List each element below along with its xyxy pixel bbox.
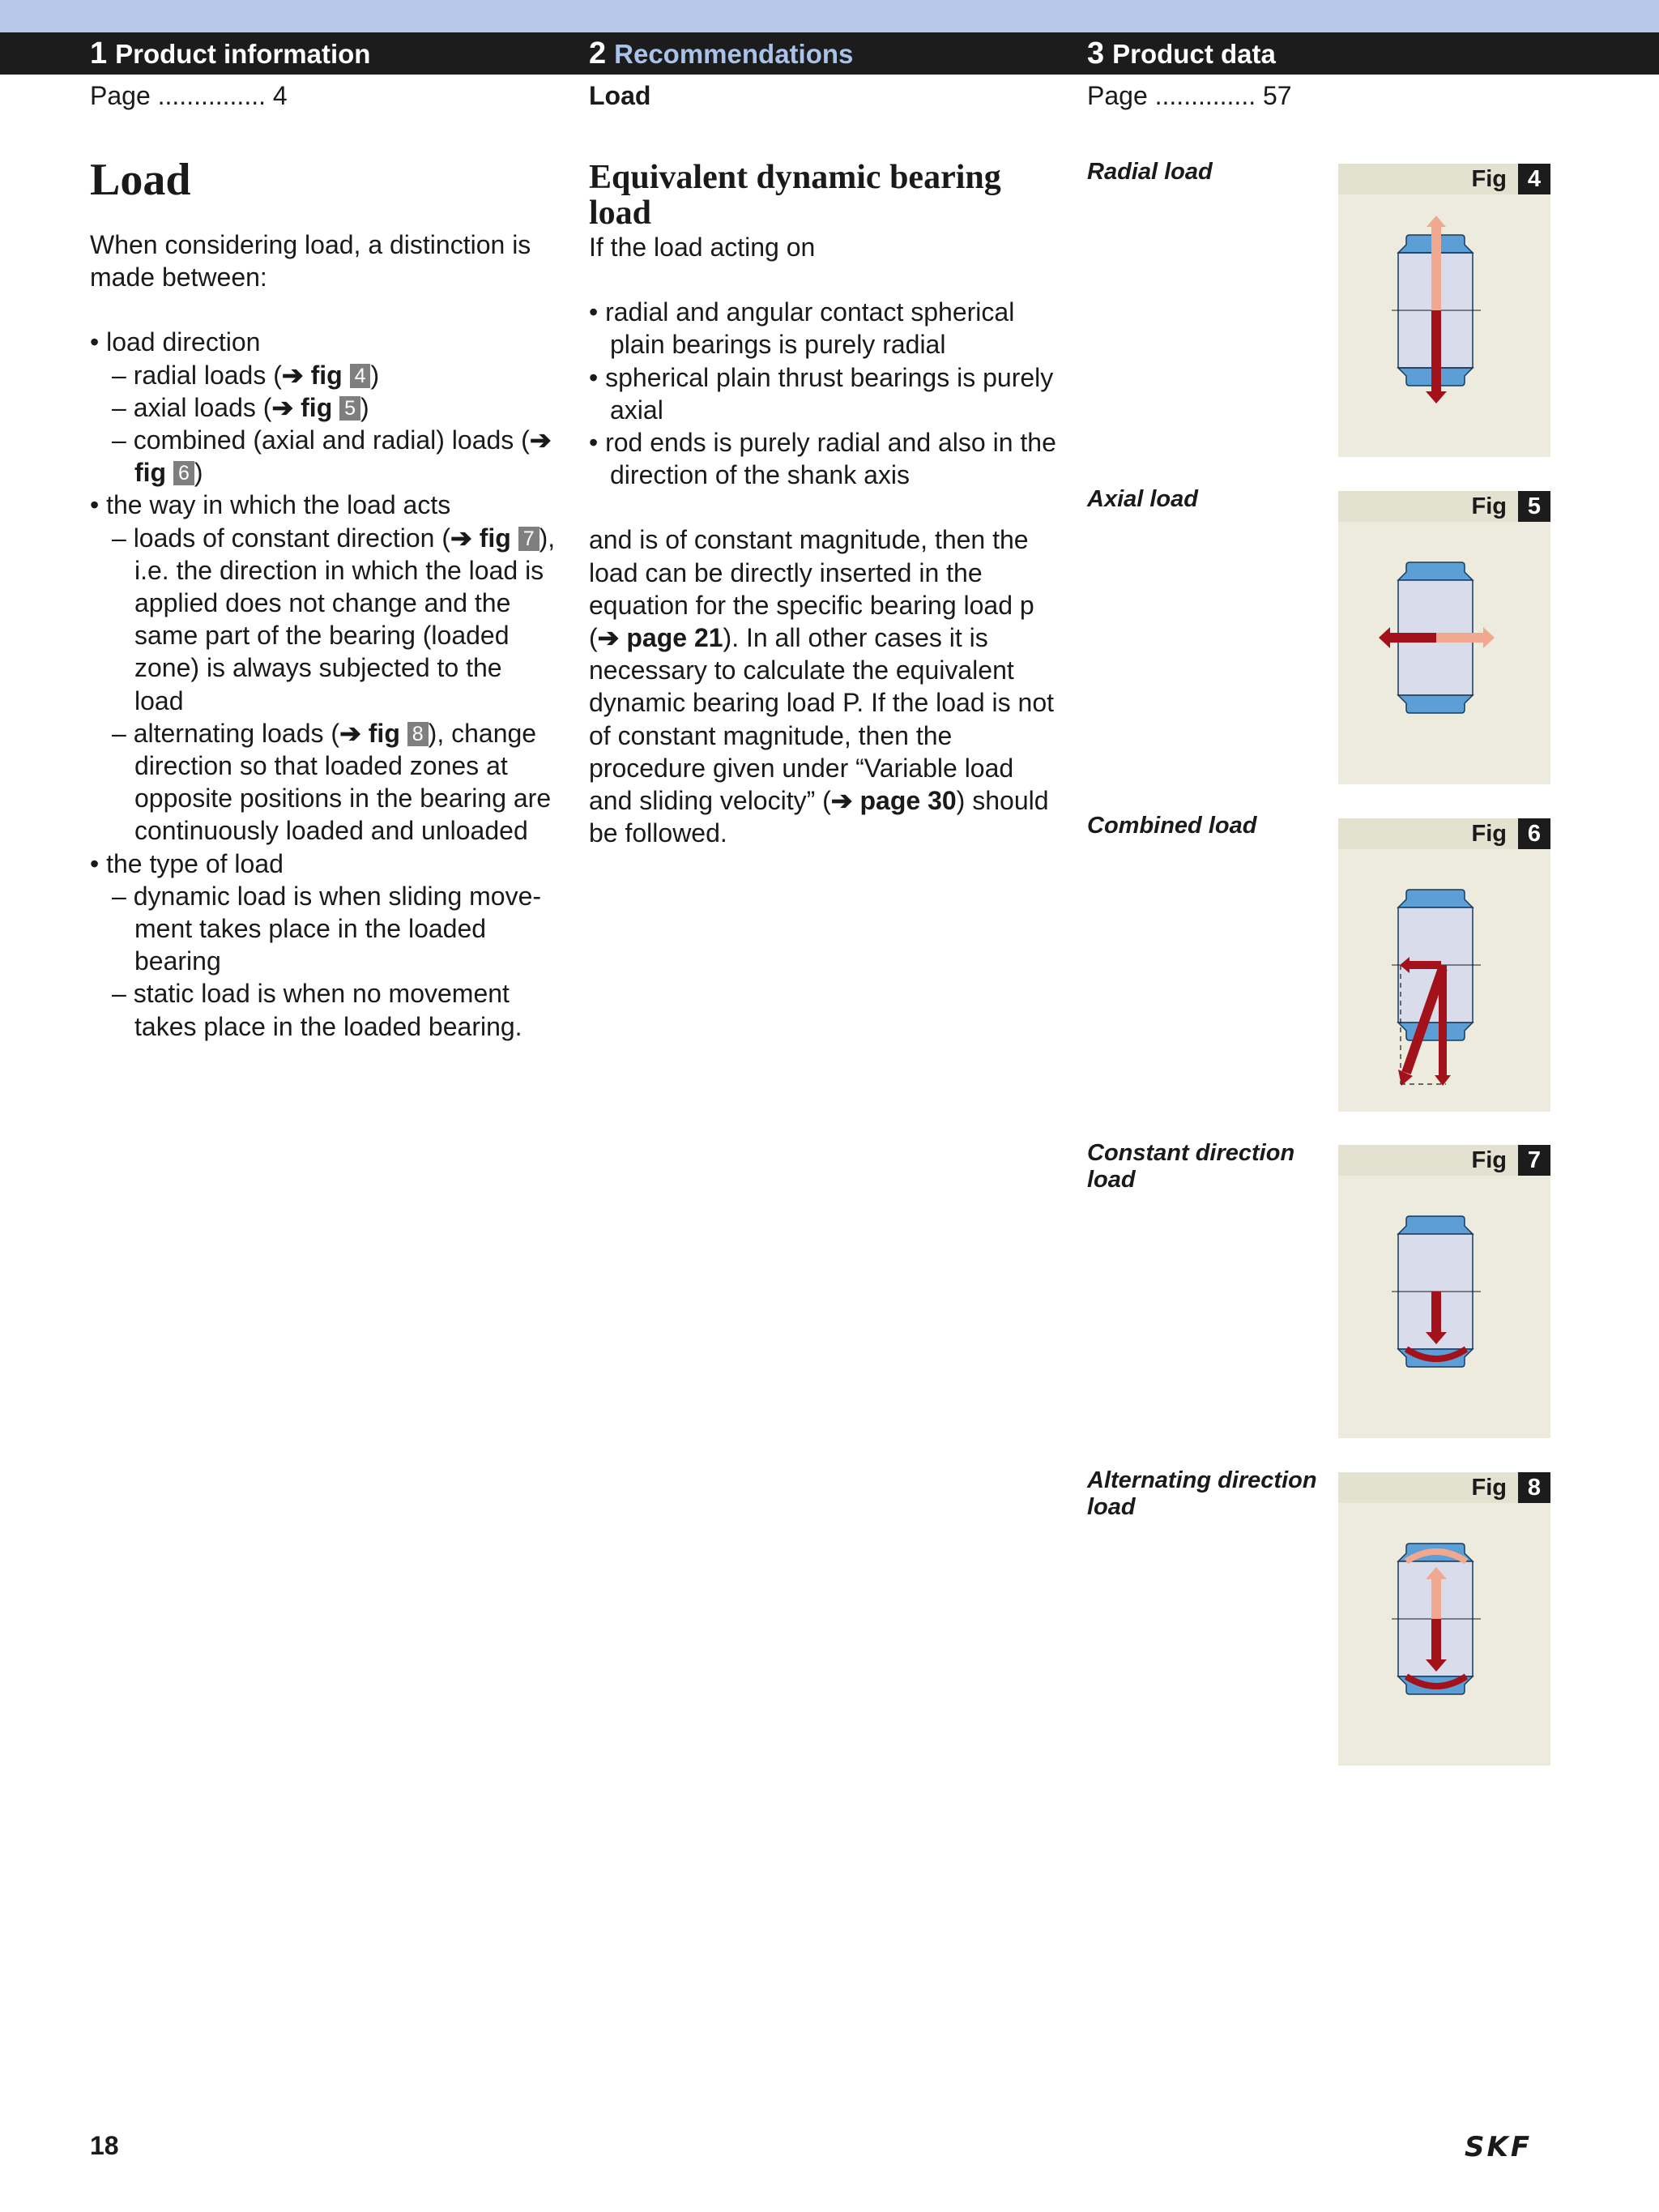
page-link-product-data[interactable]: Page .............. 57 xyxy=(1087,81,1292,110)
nav-section-label: Product data xyxy=(1112,39,1276,69)
figure-alternating-direction-load xyxy=(1338,1472,1550,1766)
fig-link-arrow[interactable]: ➔ fig xyxy=(134,425,552,488)
figure-caption-word: Fig xyxy=(1471,166,1507,192)
figure-number-badge: 7 xyxy=(1518,1145,1550,1176)
axial-load-diagram xyxy=(1338,522,1550,784)
figure-header xyxy=(1338,1145,1550,1176)
figure-label-axial-load: Axial load xyxy=(1087,486,1198,512)
figure-caption-word: Fig xyxy=(1471,1475,1507,1501)
figure-label-radial-load: Radial load xyxy=(1087,159,1213,185)
combined-load-diagram xyxy=(1338,849,1550,1112)
page-title: Load xyxy=(90,155,191,205)
top-color-band xyxy=(0,0,1659,32)
dash-dynamic-load: – dynamic load is when sliding move-ment takes place in the loaded bearing xyxy=(112,881,542,976)
fig-link-arrow[interactable]: ➔ fig xyxy=(281,360,343,390)
nav-section-label: Recommendations xyxy=(614,39,854,69)
page-21-link[interactable]: ➔ page 21 xyxy=(597,623,723,653)
bullet-rod-ends: • rod ends is purely radial and also in the direction of the shank axis xyxy=(589,428,1056,490)
bullet-load-direction: • load direction xyxy=(90,327,261,357)
figure-header xyxy=(1338,164,1550,194)
dash-combined-loads: – combined (axial and radial) loads (➔ fig 6 ) xyxy=(112,425,552,488)
nav-section-product-information[interactable] xyxy=(90,32,370,75)
fig-link-arrow[interactable]: ➔ fig xyxy=(450,523,511,553)
fig-8-ref-badge[interactable]: 8 xyxy=(407,722,429,746)
figure-header xyxy=(1338,491,1550,522)
nav-section-label: Product information xyxy=(115,39,371,69)
figure-constant-direction-load xyxy=(1338,1145,1550,1438)
figure-label-constant-direction-load: Constant direction load xyxy=(1087,1140,1295,1193)
nav-section-recommendations[interactable] xyxy=(589,32,853,75)
fig-link-arrow[interactable]: ➔ fig xyxy=(339,718,400,748)
dash-radial-loads: – radial loads (➔ fig 4 ) xyxy=(112,360,380,390)
constant-direction-load-diagram xyxy=(1338,1176,1550,1438)
equivalent-load-column xyxy=(589,160,1059,849)
equivalent-load-paragraph: and is of constant magnitude, then the load can be directly inserted in the equation for the specific bearing load p (➔ page 21). In all other cases it is necessary to calculate the equivalent dynamic bearing load P. If the load is not of constant magnitude, then the procedure given under “Variable load and sliding velocity” (➔ page 30) should be followed. xyxy=(589,525,1054,848)
load-text-column xyxy=(90,154,556,1043)
figure-label-alternating-direction-load: Alternating direction load xyxy=(1087,1467,1317,1520)
figure-header xyxy=(1338,818,1550,849)
nav-section-number: 3 xyxy=(1087,36,1105,70)
figure-combined-load xyxy=(1338,818,1550,1112)
dash-axial-loads: – axial loads (➔ fig 5 ) xyxy=(112,392,369,422)
skf-logo: SKF xyxy=(1465,2131,1533,2163)
bullet-load-acts: • the way in which the load acts xyxy=(90,490,451,520)
dash-static-load: – static load is when no movement takes place in the loaded bearing. xyxy=(112,979,522,1041)
current-topic-label: Load xyxy=(589,81,651,110)
alternating-direction-load-diagram xyxy=(1338,1503,1550,1766)
page-30-link[interactable]: ➔ page 30 xyxy=(830,786,957,816)
dash-constant-direction: – loads of constant direction (➔ fig 7 ), i.e. the direction in which the load is applied does not change and the same part of the bearing (loaded zone) is always subjected to the load xyxy=(112,523,556,715)
fig-5-ref-badge[interactable]: 5 xyxy=(339,396,360,421)
intro-line: If the load acting on xyxy=(589,233,816,262)
dash-alternating-loads: – alternating loads (➔ fig 8 ), change direction so that loaded zones at opposite positions in the bearing are continuously loaded and unloaded xyxy=(112,718,552,846)
figure-number-badge: 6 xyxy=(1518,818,1550,849)
figure-caption-word: Fig xyxy=(1471,493,1507,519)
figure-label-combined-load: Combined load xyxy=(1087,813,1257,839)
figure-caption-word: Fig xyxy=(1471,1147,1507,1173)
section-heading: Equivalent dynamic bearing load xyxy=(589,159,1001,232)
figure-radial-load xyxy=(1338,164,1550,457)
fig-6-ref-badge[interactable]: 6 xyxy=(173,461,194,485)
figure-axial-load xyxy=(1338,491,1550,784)
nav-section-number: 2 xyxy=(589,36,607,70)
bullet-thrust-bearings: • spherical plain thrust bearings is purely axial xyxy=(589,362,1054,425)
nav-section-number: 1 xyxy=(90,36,108,70)
figure-number-badge: 5 xyxy=(1518,491,1550,522)
figure-number-badge: 4 xyxy=(1518,164,1550,194)
figure-caption-word: Fig xyxy=(1471,821,1507,847)
fig-7-ref-badge[interactable]: 7 xyxy=(518,527,539,551)
fig-link-arrow[interactable]: ➔ fig xyxy=(271,392,333,422)
bullet-type-of-load: • the type of load xyxy=(90,848,284,878)
figure-number-badge: 8 xyxy=(1518,1472,1550,1503)
radial-load-diagram xyxy=(1338,194,1550,457)
nav-section-product-data[interactable] xyxy=(1087,32,1276,75)
intro-paragraph: When considering load, a distinction is made between: xyxy=(90,230,531,293)
page-link-product-information[interactable]: Page ............... 4 xyxy=(90,81,288,110)
fig-4-ref-badge[interactable]: 4 xyxy=(350,364,371,388)
bullet-radial-bearings: • radial and angular contact spherical plain bearings is purely radial xyxy=(589,297,1015,360)
figure-header xyxy=(1338,1472,1550,1503)
page-number: 18 xyxy=(90,2131,119,2160)
